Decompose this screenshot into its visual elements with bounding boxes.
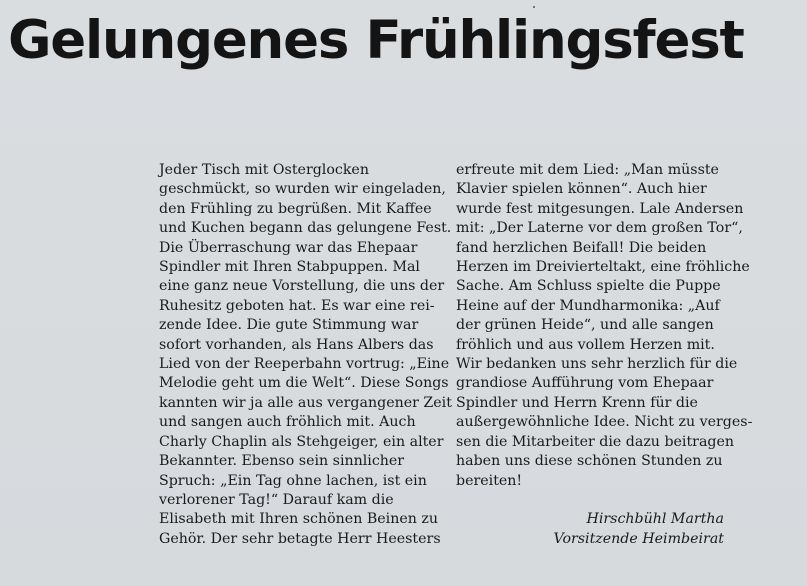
signature-block (554, 509, 725, 549)
text-line: Jeder Tisch mit Osterglocken (159, 162, 369, 178)
text-line: Ruhesitz geboten hat. Es war eine rei- (159, 297, 435, 314)
signature-name: Hirschbühl Martha (586, 511, 724, 527)
text-line: sen die Mitarbeiter die dazu beitragen (456, 433, 735, 450)
text-line: der grünen Heide“, und alle sangen (456, 317, 714, 334)
text-line: mit: „Der Laterne vor dem großen Tor“, (456, 220, 743, 237)
text-line: bereiten! (456, 472, 523, 489)
text-line: Die Überraschung war das Ehepaar (159, 239, 418, 256)
text-line: Bekannter. Ebenso sein sinnlicher (159, 453, 405, 470)
text-line: Wir bedanken uns sehr herzlich für die (456, 356, 738, 373)
text-line: zende Idee. Die gute Stimmung war (159, 317, 419, 334)
text-line: wurde fest mitgesungen. Lale Andersen (456, 200, 744, 217)
text-line: Gehör. Der sehr betagte Herr Heesters (159, 530, 441, 547)
text-line: grandiose Aufführung vom Ehepaar (456, 375, 714, 392)
text-line: verlorener Tag!“ Darauf kam die (159, 491, 394, 508)
text-line: Heine auf der Mundharmonika: „Auf (456, 297, 720, 314)
signature-role: Vorsitzende Heimbeirat (553, 531, 724, 547)
text-line: außergewöhnliche Idee. Nicht zu verges- (456, 414, 753, 431)
text-line: erfreute mit dem Lied: „Man müsste (456, 162, 719, 178)
article-column-left (159, 161, 452, 549)
text-line: Sache. Am Schluss spielte die Puppe (456, 278, 721, 295)
text-line: kannten wir ja alle aus vergangener Zeit (159, 394, 452, 411)
text-line: Melodie geht um die Welt“. Diese Songs (159, 375, 449, 392)
text-line: den Frühling zu begrüßen. Mit Kaffee (159, 200, 432, 217)
text-line: Lied von der Reeperbahn vortrug: „Eine (159, 356, 450, 373)
text-line: Herzen im Dreivierteltakt, eine fröhliche (456, 259, 750, 276)
text-line: Spindler und Herrn Krenn für die (456, 394, 698, 411)
text-line: Klavier spielen können“. Auch hier (456, 181, 707, 198)
text-line: und sangen auch fröhlich mit. Auch (159, 414, 416, 431)
article-headline: Gelungenes Frühlingsfest (8, 10, 744, 71)
text-line: eine ganz neue Vorstellung, die uns der (159, 278, 445, 295)
text-line: sofort vorhanden, als Hans Albers das (159, 336, 434, 353)
text-line: Charly Chaplin als Stehgeiger, ein alter (159, 433, 444, 450)
text-line: haben uns diese schönen Stunden zu (456, 453, 723, 470)
text-line: Spindler mit Ihren Stabpuppen. Mal (159, 259, 420, 276)
text-line: fröhlich und aus vollem Herzen mit. (456, 336, 715, 353)
text-line: geschmückt, so wurden wir eingeladen, (159, 181, 446, 198)
text-line: Elisabeth mit Ihren schönen Beinen zu (159, 511, 439, 528)
text-line: und Kuchen begann das gelungene Fest. (159, 220, 452, 237)
text-line: fand herzlichen Beifall! Die beiden (456, 239, 707, 256)
text-line: Spruch: „Ein Tag ohne lachen, ist ein (159, 472, 427, 489)
article-column-right (456, 161, 753, 491)
